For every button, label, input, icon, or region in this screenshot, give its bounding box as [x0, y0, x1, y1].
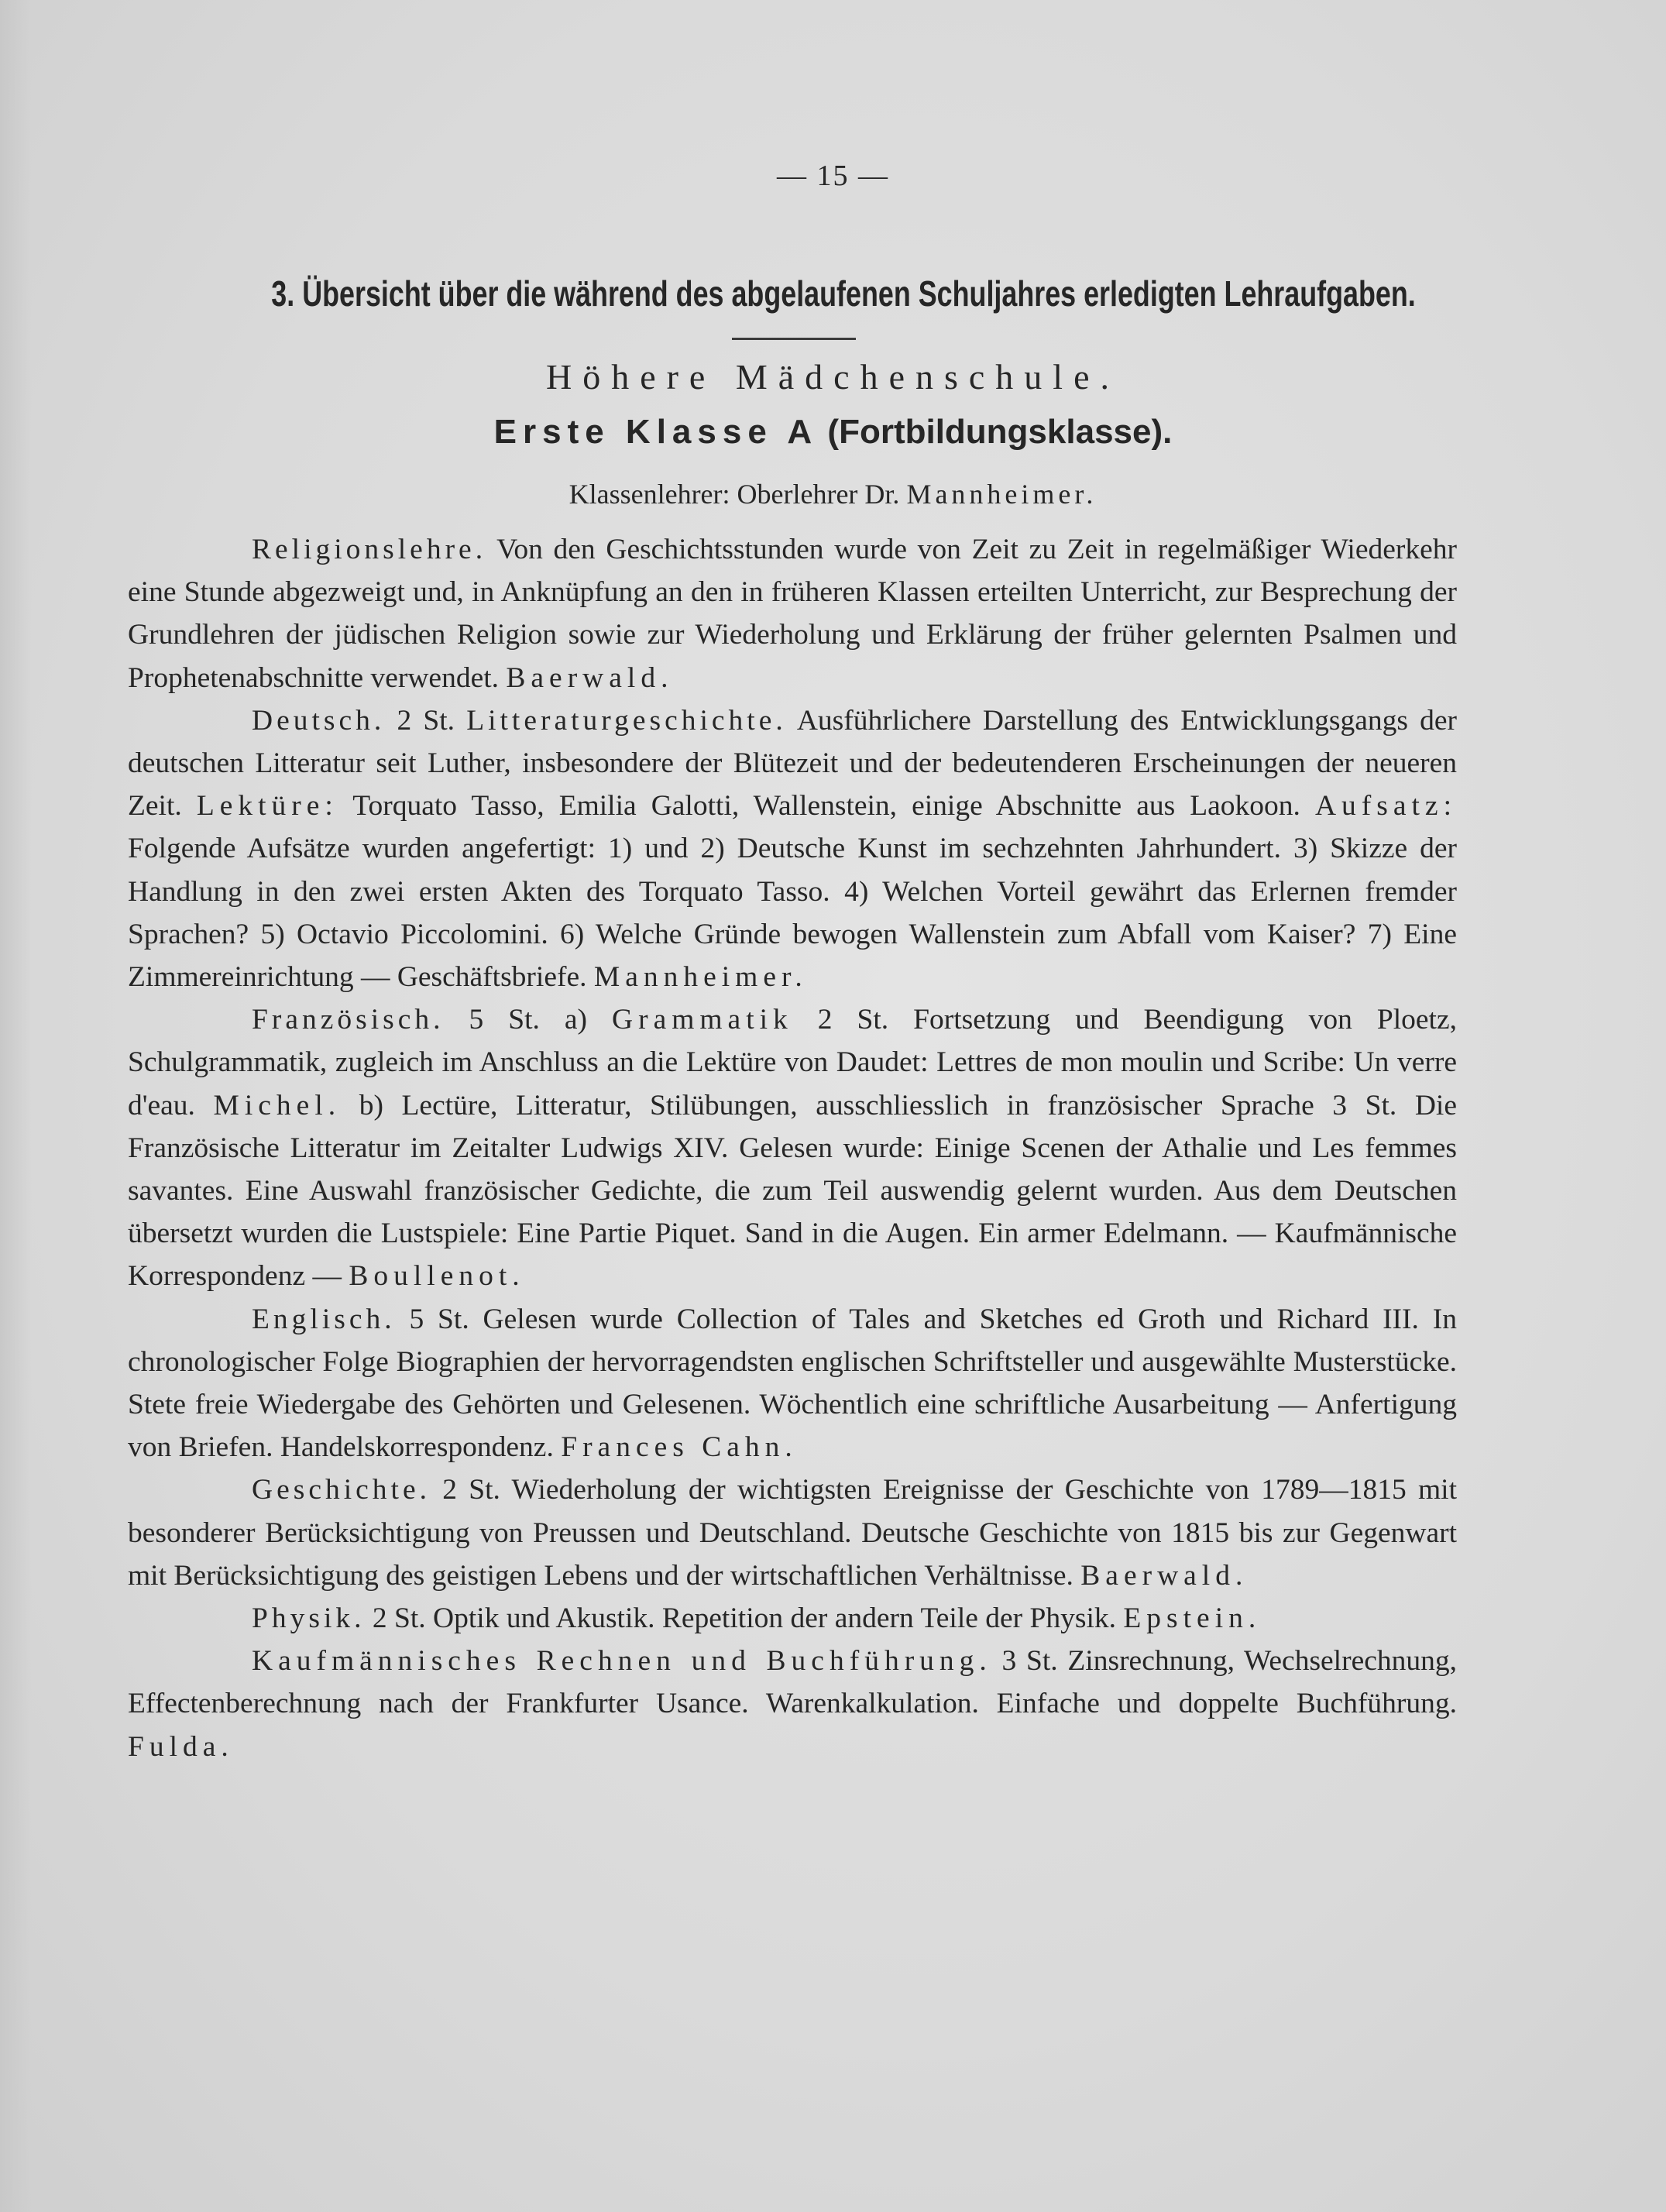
- paragraph-englisch: [128, 1298, 1457, 1469]
- paragraph-franzoesisch: [128, 998, 1457, 1297]
- subject-label: Religionslehre.: [252, 534, 487, 565]
- paragraph-text: Torquato Tasso, Emilia Galotti, Wallenstein, einige Abschnitte aus Laokoon.: [338, 790, 1315, 823]
- paragraph-deutsch: [128, 699, 1457, 998]
- teacher-name: Baerwald.: [506, 661, 674, 694]
- paragraph-text: 2 St. Wiederholung der wichtigsten Ereignisse der Geschichte von 1789—1815 mit besonderer Berücksichtigung von Preussen und Deutschland. Deutsche Geschichte von 1815 bis zur Gegenwart mit Berücksichtigung des geistigen Lebens und der wirtschaftlichen Verhältnisse.: [128, 1474, 1457, 1592]
- subject-label: Kaufmännisches Rechnen und Buchführung.: [252, 1645, 992, 1678]
- grammatik-label: Grammatik: [612, 1004, 793, 1036]
- class-teacher-name: Mannheimer.: [906, 479, 1097, 510]
- subject-label: Französisch.: [252, 1004, 445, 1036]
- class-heading-name: Erste Klasse A: [493, 413, 819, 451]
- paragraph-religion: [128, 528, 1457, 699]
- teacher-name: Boullenot.: [349, 1260, 525, 1293]
- subject-label: Geschichte.: [252, 1474, 431, 1506]
- hours-text: 2 St.: [385, 704, 467, 737]
- paragraph-text: 2 St. Optik und Akustik. Repetition der andern Teile der Physik.: [365, 1602, 1124, 1635]
- aufsatz-label: Aufsatz:: [1314, 790, 1457, 823]
- class-heading: [0, 413, 1666, 452]
- teacher-name: Baerwald.: [1080, 1559, 1249, 1592]
- paragraph-geschichte: [128, 1468, 1457, 1597]
- teacher-name: Michel.: [213, 1089, 342, 1121]
- paragraph-text: 5 St. Gelesen wurde Collection of Tales and Sketches ed Groth und Richard III. In chronologischer Folge Biographien der hervorragendsten englischen Schriftsteller und ausgewählte Musterstücke. Stete freie Wiedergabe des Gehörten und Gelesenen. Wöchentlich eine schriftliche Ausarbeitung — Anfertigung von Briefen. Handelskorrespondenz.: [128, 1303, 1457, 1464]
- lesson-report-body: [128, 528, 1457, 1768]
- subject-label: Deutsch.: [252, 704, 386, 737]
- paragraph-rechnen: [128, 1640, 1457, 1768]
- paragraph-text: 2 St. Fortsetzung und Beendigung von Ploetz, Schulgrammatik, zugleich im Anschluss an die Lektüre von Daudet: Lettres de mon moulin und Scribe: Un verre d'eau.: [128, 1004, 1457, 1121]
- scan-edge-shadow: [0, 0, 31, 2212]
- section-title: 3. Übersicht über die während des abgelaufenen Schuljahres erledigten Lehraufgaben.: [271, 273, 1416, 314]
- lekture-label: Lektüre:: [196, 790, 338, 823]
- paragraph-physik: [128, 1597, 1457, 1640]
- class-heading-subtitle: (Fortbildungsklasse).: [818, 413, 1173, 451]
- class-teacher-prefix: Klassenlehrer: Oberlehrer Dr.: [569, 479, 907, 510]
- paragraph-text: Ausführlichere Darstellung des Entwicklungsgangs der deutschen Litteratur seit Luther, insbesondere der Blütezeit und der bedeutenderen Erscheinungen der neueren Zeit.: [128, 704, 1457, 823]
- page-number: — 15 —: [777, 160, 889, 192]
- topic-label: Litteraturgeschichte.: [466, 704, 787, 737]
- paragraph-text: Von den Geschichtsstunden wurde von Zeit zu Zeit in regelmäßiger Wiederkehr eine Stunde abgezweigt und, in Anknüpfung an den in früheren Klassen erteilten Unterricht, zur Besprechung der Grundlehren der jüdischen Religion sowie zur Wiederholung und Erklärung der früher gelernten Psalmen und Prophetenabschnitte verwendet.: [128, 534, 1457, 694]
- paragraph-text: b) Lectüre, Litteratur, Stilübungen, ausschliesslich in französischer Sprache 3 St. Die Französische Litteratur im Zeitalter Ludwigs XIV. Gelesen wurde: Einige Scenen der Athalie und Les femmes savantes. Eine Auswahl französischer Gedichte, die zum Teil auswendig gelernt wurden. Aus dem Deutschen übersetzt wurden die Lustspiele: Eine Partie Piquet. Sand in die Augen. Ein armer Edelmann. — Kaufmännische Korrespondenz —: [128, 1089, 1457, 1293]
- teacher-name: Epstein.: [1123, 1602, 1262, 1635]
- teacher-name: Mannheimer.: [593, 961, 808, 994]
- paragraph-text: 3 St. Zinsrechnung, Wechselrechnung, Effectenberechnung nach der Frankfurter Usance. Warenkalkulation. Einfache und doppelte Buchführung.: [128, 1645, 1458, 1720]
- paragraph-text: Folgende Aufsätze wurden angefertigt: 1) und 2) Deutsche Kunst im sechzehnten Jahrhundert. 3) Skizze der Handlung in den zwei ersten Akten des Torquato Tasso. 4) Welchen Vorteil gewährt das Erlernen fremder Sprachen? 5) Octavio Piccolomini. 6) Welche Gründe bewogen Wallenstein zum Abfall vom Kaiser? 7) Eine Zimmereinrichtung — Geschäftsbriefe.: [128, 833, 1457, 994]
- title-divider: [732, 338, 856, 340]
- teacher-name: Fulda.: [128, 1730, 234, 1763]
- class-teacher-line: [0, 478, 1666, 510]
- subject-label: Physik.: [252, 1602, 366, 1635]
- subject-label: Englisch.: [252, 1303, 396, 1335]
- hours-text: 5 St. a): [444, 1004, 612, 1036]
- school-name: Höhere Mädchenschule.: [545, 357, 1121, 397]
- teacher-name: Frances Cahn.: [561, 1431, 798, 1464]
